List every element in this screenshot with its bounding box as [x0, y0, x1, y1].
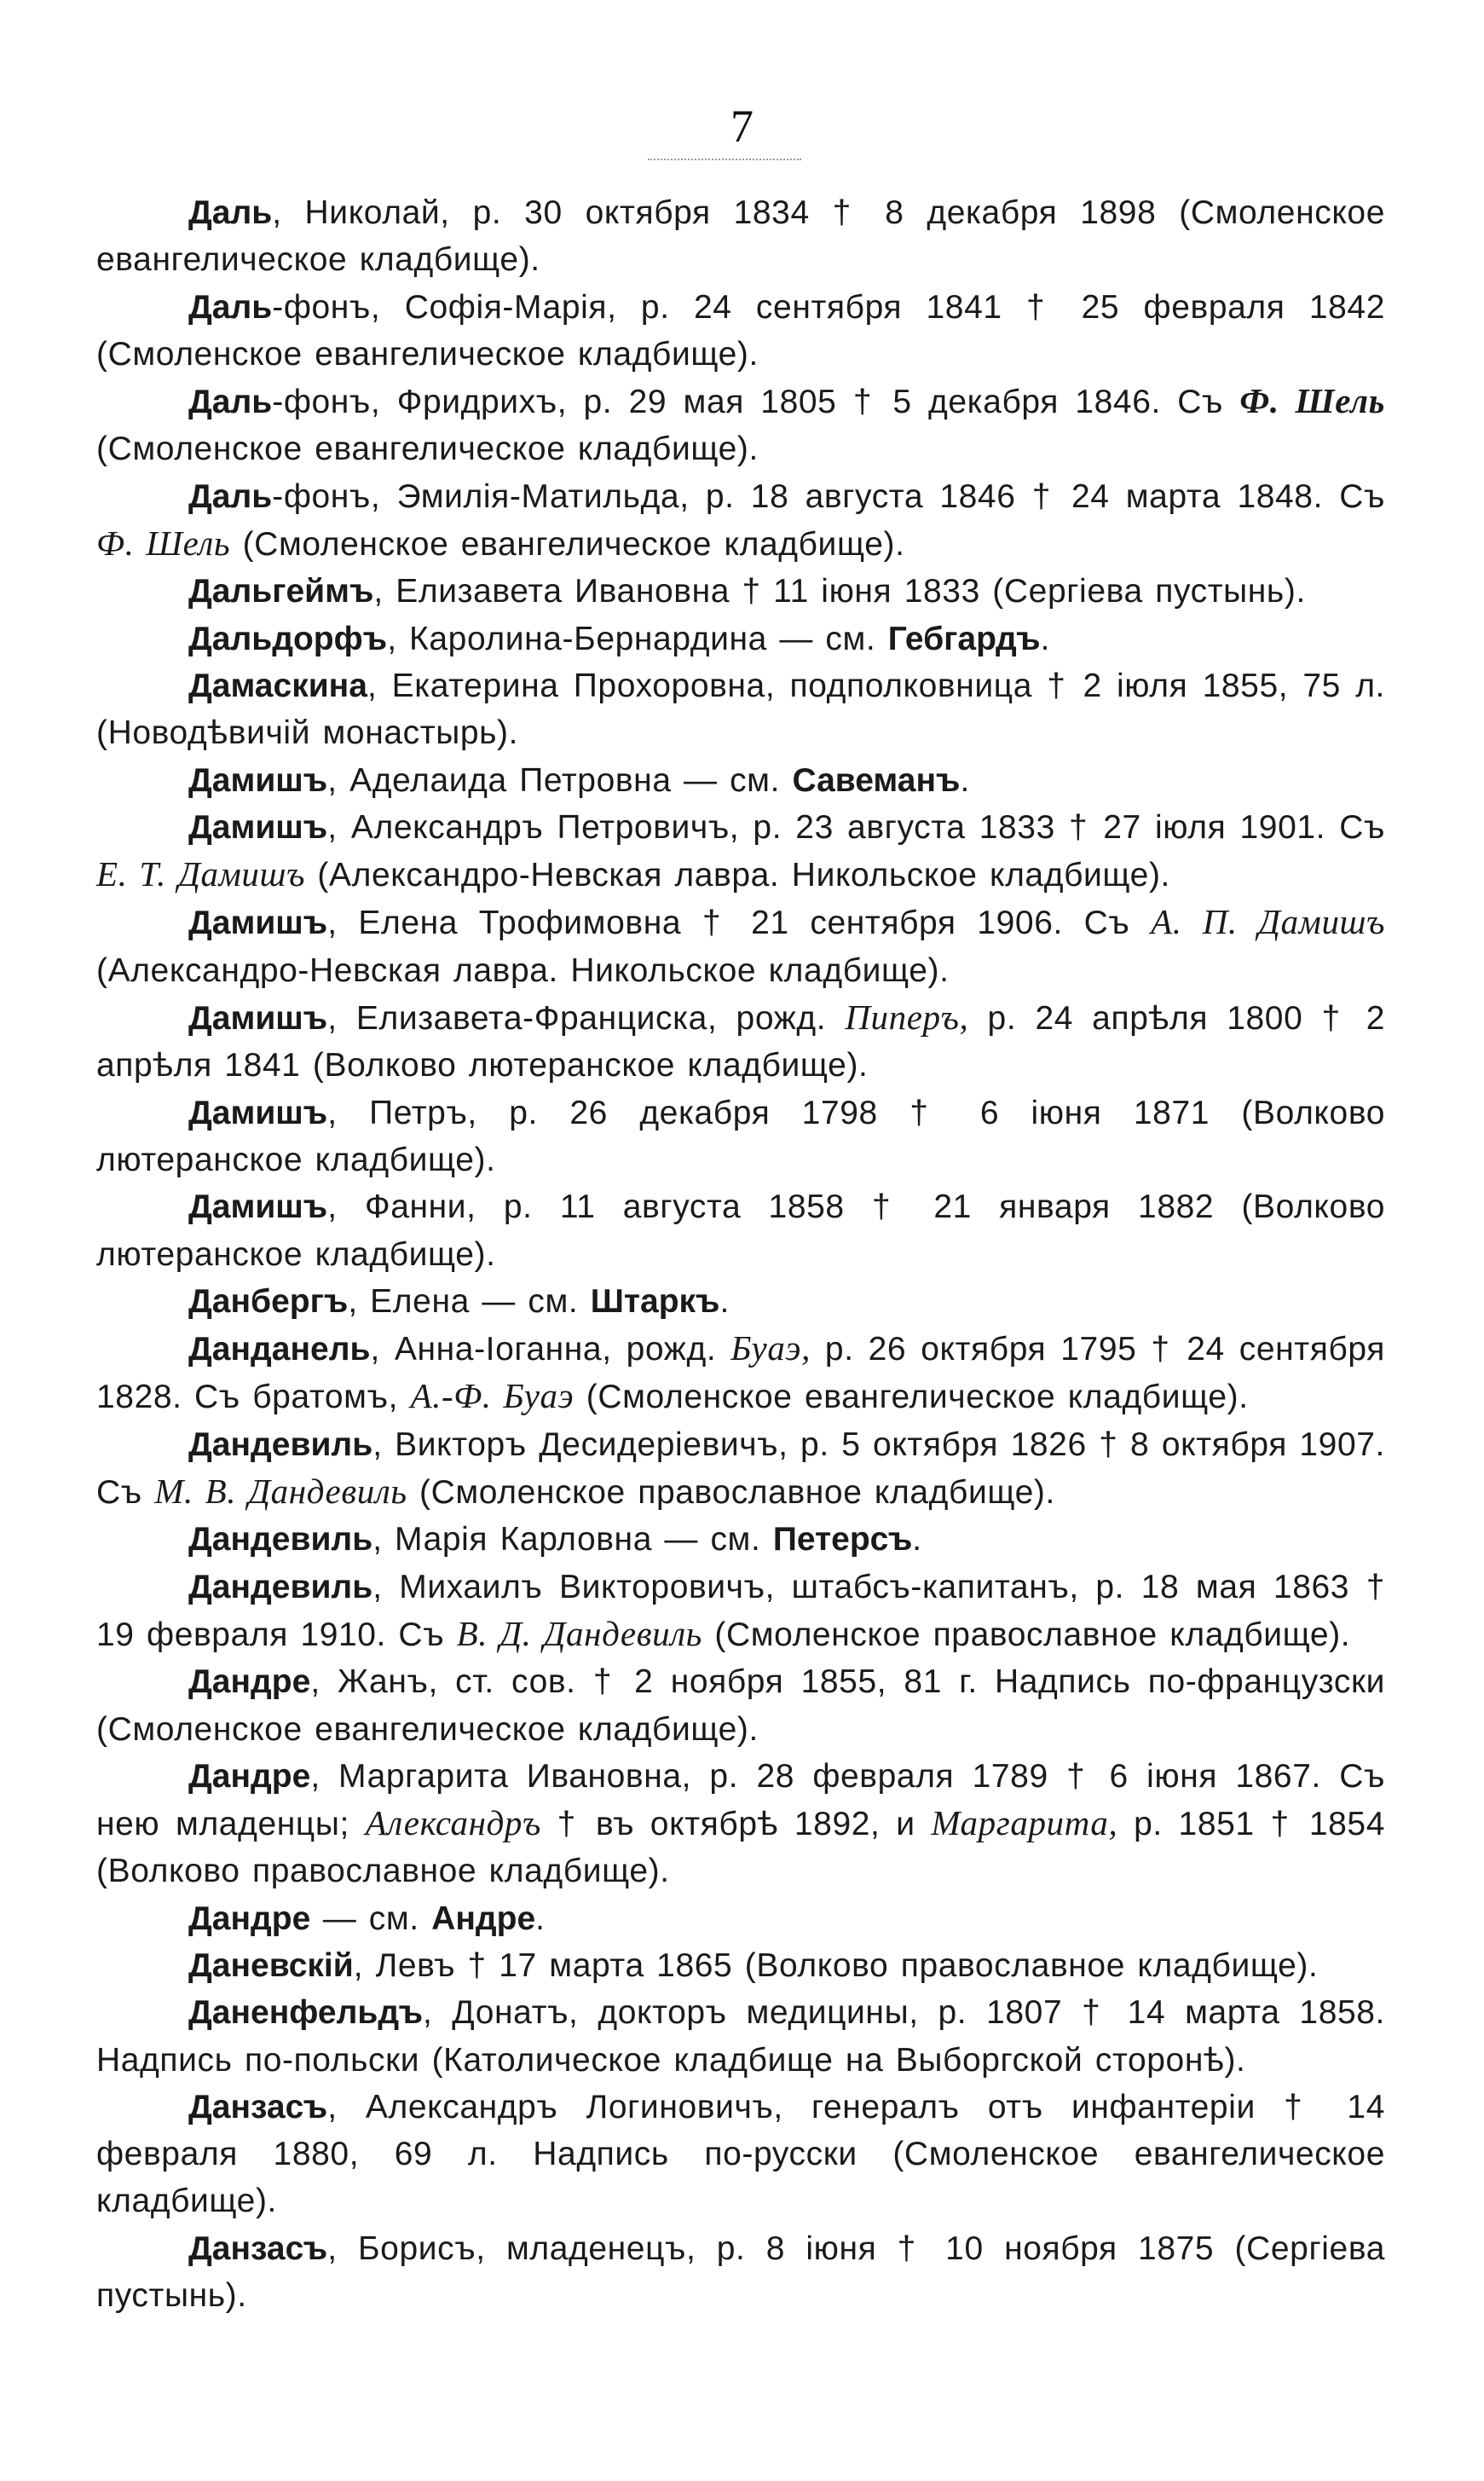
entry-italic-name: Пиперъ,: [845, 998, 969, 1038]
entry-text: , Викторъ Десидеріевичъ, р. 5 октября 1826 † 8 октября 1907. Съ: [96, 1426, 1385, 1512]
entry-text: , Борисъ, младенецъ, р. 8 іюня † 10 ноября 1875 (Сергіева пустынь).: [96, 2229, 1385, 2315]
entry-text: , Донатъ, докторъ медицины, р. 1807 † 14 марта 1858. Надпись по-польски (Католическое кладбище на Выборгской сторонѣ).: [96, 1994, 1385, 2079]
entry-italic-name: В. Д. Дандевиль: [456, 1613, 702, 1653]
entry-italic-name: Маргарита,: [931, 1803, 1118, 1843]
entry-text: , Фанни, р. 11 августа 1858 † 21 января 1882 (Волково лютеранское кладбище).: [96, 1188, 1385, 1273]
entry: [96, 1516, 1385, 1563]
entry-text: , Екатерина Прохоровна, подполковница † 2 іюля 1855, 75 л. (Новодѣвичій монастырь).: [96, 667, 1385, 752]
entry: [96, 378, 1385, 473]
entry-text: .: [1040, 620, 1051, 657]
entry-text: (Александро-Невская лавра. Никольское кладбище).: [96, 951, 950, 989]
entry-surname: Дамишъ: [188, 1094, 328, 1131]
entry-text: , Аделаида Петровна — см.: [327, 761, 793, 799]
entry-text: (Смоленское православное кладбище).: [702, 1616, 1351, 1653]
entry-text: , Левъ † 17 марта 1865 (Волково православное кладбище).: [353, 1946, 1319, 1984]
entry-text: , Елена — см.: [348, 1282, 591, 1320]
entry-surname: Даневскій: [188, 1946, 354, 1984]
entry-surname: Данбергъ: [188, 1282, 349, 1320]
entry: [96, 1183, 1385, 1278]
entry-surname: Дальдорфъ: [188, 620, 388, 657]
header-rule: [648, 159, 801, 160]
entry-surname: Дамишъ: [188, 761, 328, 799]
entry-surname: Дандевиль: [188, 1521, 373, 1559]
entry-text: (Александро-Невская лавра. Никольское кладбище).: [304, 857, 1170, 894]
entry-text: .: [960, 761, 970, 799]
entry-text: -фонъ, Фридрихъ, р. 29 мая 1805 † 5 декабря 1846. Съ: [272, 384, 1240, 421]
entry-surname: Дальгеймъ: [188, 573, 374, 610]
entry-italic-name: М. В. Дандевиль: [154, 1472, 407, 1512]
entry: [96, 1989, 1385, 2084]
entry-text: — см.: [310, 1900, 432, 1937]
entry: [96, 2084, 1385, 2225]
entry-text: , Жанъ, ст. сов. † 2 ноября 1855, 81 г. Надпись по-французски (Смоленское евангелическое кладбище).: [96, 1663, 1385, 1748]
entry: [96, 1753, 1385, 1895]
entry-surname: Даль: [188, 288, 273, 326]
entry-italic-name: Ф. Шель: [96, 523, 231, 564]
entry-italic-name: Александръ: [365, 1803, 541, 1843]
entry: [96, 616, 1385, 662]
entry: [96, 189, 1385, 284]
entry-surname: Даль: [188, 477, 273, 515]
entry-text: , Александръ Логиновичъ, генералъ отъ инфантеріи † 14 февраля 1880, 69 л. Надпись по-русски (Смоленское евангелическое кладбище).: [96, 2088, 1385, 2220]
entry: [96, 2225, 1385, 2320]
entry-surname: Гебгардъ: [887, 620, 1041, 657]
entry-text: .: [719, 1282, 730, 1320]
entry-text: , Петръ, р. 26 декабря 1798 † 6 іюня 1871 (Волково лютеранское кладбище).: [96, 1094, 1385, 1178]
entry: [96, 757, 1385, 804]
entry: [96, 994, 1385, 1090]
entry-surname: Данзасъ: [188, 2229, 328, 2267]
entry-surname: Дандре: [188, 1900, 311, 1937]
entry: [96, 1278, 1385, 1325]
entry-text: р. 24 апрѣля 1800 † 2 апрѣля 1841 (Волково лютеранское кладбище).: [96, 1000, 1386, 1084]
entry-italic-name: Буаэ,: [730, 1328, 811, 1368]
entry-surname: Савеманъ: [792, 761, 961, 799]
entry-text: (Смоленское православное кладбище).: [407, 1474, 1055, 1512]
entry-text: , Николай, р. 30 октября 1834 † 8 декабря 1898 (Смоленское евангелическое кладбище).: [96, 194, 1385, 279]
entry-surname: Даненфельдъ: [188, 1994, 423, 2032]
entry: [96, 1564, 1385, 1659]
entry-text: р. 1851 † 1854 (Волково православное кладбище).: [96, 1806, 1386, 1890]
entry: [96, 899, 1385, 994]
entry-italic-name: Ф. Шель: [1239, 381, 1385, 421]
entry-italic-name: Е. Т. Дамишъ: [96, 854, 305, 894]
entry-text: , Александръ Петровичъ, р. 23 августа 1833 † 27 іюля 1901. Съ: [327, 808, 1385, 846]
entry: [96, 1090, 1385, 1184]
entry-italic-name: А.-Ф. Буаэ: [410, 1376, 575, 1416]
entry-text: , Елизавета Ивановна † 11 іюня 1833 (Сергіева пустынь).: [373, 573, 1306, 610]
entry: [96, 1325, 1385, 1421]
entry-text: .: [912, 1521, 922, 1559]
entry-surname: Андре: [431, 1900, 536, 1937]
entry: [96, 1895, 1385, 1942]
entry-surname: Данзасъ: [188, 2088, 328, 2125]
entry-text: -фонъ, Софія-Марія, р. 24 сентября 1841 † 25 февраля 1842 (Смоленское евангелическое кладбище).: [96, 288, 1385, 373]
entry: [96, 284, 1385, 379]
entry: [96, 1658, 1385, 1753]
entry-surname: Дамишъ: [188, 1000, 328, 1038]
entry-surname: Петерсъ: [772, 1521, 913, 1559]
entry-surname: Дандре: [188, 1757, 311, 1795]
entry-surname: Штаркъ: [590, 1282, 720, 1320]
entry-text: † въ октябрѣ 1892, и: [540, 1806, 932, 1843]
entry-italic-name: А. П. Дамишъ: [1151, 902, 1385, 942]
entry-text: р. 26 октября 1795 † 24 сентября 1828. Съ братомъ,: [96, 1331, 1385, 1416]
entries-list: [96, 189, 1385, 2319]
entry: [96, 473, 1385, 569]
entry-surname: Дамишъ: [188, 1188, 328, 1226]
entry: [96, 568, 1385, 615]
entry-text: , Маргарита Ивановна, р. 28 февраля 1789 † 6 іюня 1867. Съ нею младенцы;: [96, 1757, 1385, 1843]
entry-surname: Дамишъ: [188, 905, 328, 942]
entry-text: .: [535, 1900, 546, 1937]
entry-surname: Дамаскина: [188, 667, 367, 704]
entry-text: (Смоленское евангелическое кладбище).: [230, 526, 905, 564]
entry-surname: Дандевиль: [188, 1426, 373, 1463]
entry-text: , Каролина-Бернардина — см.: [387, 620, 888, 657]
entry-text: , Михаилъ Викторовичъ, штабсъ-капитанъ, р. 18 мая 1863 † 19 февраля 1910. Съ: [96, 1568, 1385, 1653]
entry-text: -фонъ, Эмилія-Матильда, р. 18 августа 1846 † 24 марта 1848. Съ: [272, 477, 1385, 515]
entry-text: , Анна-Іоганна, рожд.: [370, 1331, 731, 1368]
entry-surname: Дандре: [188, 1663, 311, 1701]
entry: [96, 1421, 1385, 1517]
entry-text: , Елена Трофимовна † 21 сентября 1906. Съ: [327, 905, 1152, 942]
entry-text: (Смоленское евангелическое кладбище).: [96, 431, 759, 468]
entry-surname: Даль: [188, 384, 273, 421]
entry: [96, 662, 1385, 757]
entry-surname: Дандевиль: [188, 1568, 373, 1605]
entry-surname: Данданель: [188, 1331, 371, 1368]
entry-surname: Даль: [188, 194, 273, 231]
page-number: 7: [730, 101, 754, 152]
entry-surname: Дамишъ: [188, 808, 328, 846]
entry: [96, 804, 1385, 899]
entry-text: , Елизавета-Франциска, рожд.: [327, 1000, 846, 1038]
entry: [96, 1942, 1385, 1989]
entry-text: , Марія Карловна — см.: [372, 1521, 773, 1559]
entry-text: (Смоленское евангелическое кладбище).: [574, 1379, 1249, 1416]
